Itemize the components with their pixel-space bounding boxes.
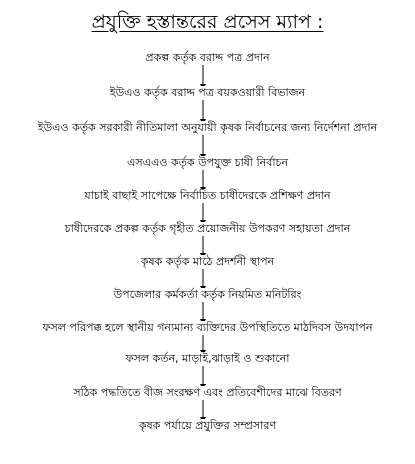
process-map-title: প্রযুক্তি হস্তান্তরের প্রসেস ম্যাপ : [91,11,324,33]
step-3-selection-guidelines: ইউএও কর্তৃক সরকারী নীতিমালা অনুযায়ী কৃষক নির্বাচনের জন্য নির্দেশনা প্রদান [37,121,378,134]
step-6-input-support: চাষীদেরকে প্রকল্প কর্তৃক গৃহীত প্রয়োজনীয় উপকরণ সহায়তা প্রদান [64,222,351,235]
step-5-training: যাচাই বাছাই সাপেক্ষে নির্বাচিত চাষীদেরকে প্রশিক্ষণ প্রদান [84,189,331,202]
step-2-block-distribution: ইউএও কর্তৃক বরাদ্দ পত্র বয়কওয়ারী বিভাজন [109,86,306,99]
step-8-monitoring: উপজেলার কর্মকর্তা কর্তৃক নিয়মিত মনিটরিং [113,288,302,301]
step-7-demonstration-plot: কৃষক কর্তৃক মাঠে প্রদর্শনী স্থাপন [140,255,275,268]
step-10-harvest-threshing: ফসল কর্তন, মাড়াই,ঝাড়াই ও শুকানো [125,352,290,365]
step-11-seed-preservation: সঠিক পদ্ধতিতে বীজ সংরক্ষণ এবং প্রতিবেশীদের মাঝে বিতরণ [73,386,342,399]
step-9-field-day: ফসল পরিপক্ক হলে স্থানীয় গন্যমান্য ব্যক্তিদের উপস্থিতিতে মাঠদিবস উদযাপন [42,321,373,334]
step-12-technology-dissemination: কৃষক পর্যায়ে প্রযুক্তির সম্প্রসারণ [138,419,277,432]
step-1-allocation-letter: প্রকল্প কর্তৃক বরাদ্দ পত্র প্রদান [145,51,270,64]
step-4-farmer-selection: এসএএও কর্তৃক উপযুক্ত চাষী নির্বাচন [126,156,289,169]
